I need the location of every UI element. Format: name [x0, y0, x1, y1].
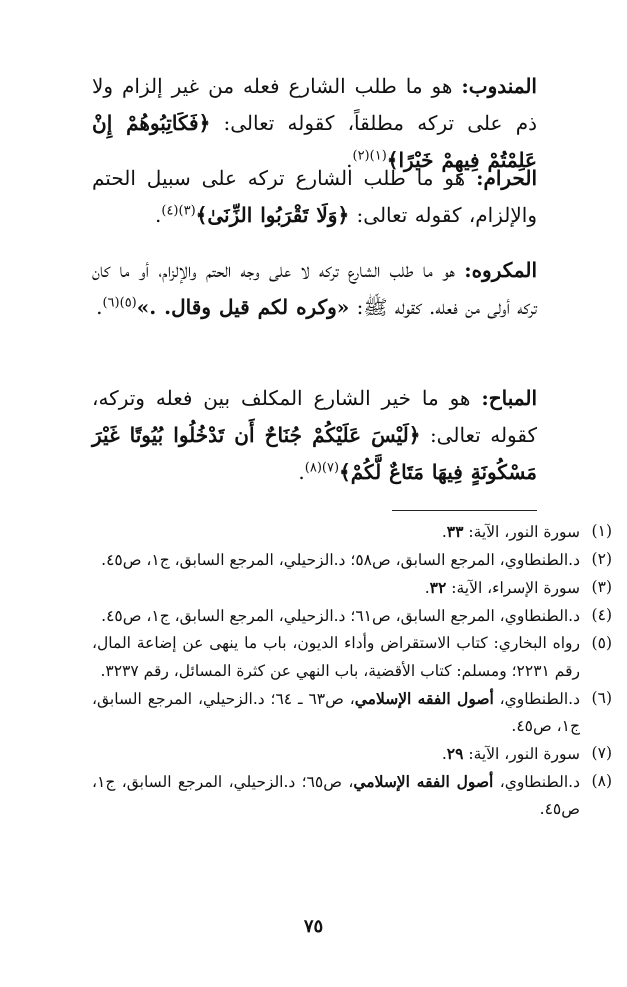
footnote-text-end: ، ص٦٥؛ د.الزحيلي، المرجع السابق، ج١، ص٤٥.: [92, 773, 580, 818]
footnote-number: (٥): [591, 634, 612, 652]
footnote-text: [92, 602, 584, 630]
footnote: [92, 740, 612, 768]
footnote-bold: ٢٩: [446, 744, 464, 763]
footnote-bold: أصول الفقه الإسلامي: [353, 772, 494, 791]
page-number: ٧٥: [303, 916, 324, 937]
footnote-number: (٧): [591, 744, 612, 762]
footnote-number: (١): [591, 522, 612, 540]
footnote: [92, 602, 612, 630]
footnote-text: [92, 574, 584, 602]
footnote: [92, 685, 612, 740]
footnote-text-part: د.الطنطاوي،: [493, 773, 580, 791]
paragraph-makruh: [92, 252, 537, 326]
footnote: [92, 574, 612, 602]
footnote-number: (٦): [591, 689, 612, 707]
footnote-markers: (٣)(٤): [161, 203, 196, 219]
footnote: [92, 768, 612, 823]
footnote-text: [92, 685, 584, 740]
paragraph-tail: .: [155, 203, 162, 227]
quran-quote: ﴿لَيْسَ عَلَيْكُمْ جُنَاحٌ أَن تَدْخُلُوا بُيُوتًا غَيْرَ مَسْكُونَةٍ فِيهَا مَتَاعٌ لَّكُمْ﴾: [92, 423, 537, 484]
footnote-text-part: سورة النور، الآية:: [463, 745, 580, 763]
hadith-quote: «وكره لكم قيل وقال. .»: [136, 295, 350, 319]
paragraph-text: هو ما طلب الشارع فعله من غير إلزام ولا ذم على تركه مطلقاً، كقوله تعالى:: [92, 74, 538, 135]
footnote-text-end: .: [424, 579, 430, 597]
footnote-number: (٤): [591, 606, 612, 624]
footnote-text-end: .: [441, 745, 447, 763]
footnote-text: [92, 768, 584, 823]
footnote-markers: (٧)(٨): [304, 460, 340, 476]
footnote-text-part: د.الطنطاوي، المرجع السابق، ص٥٨؛ د.الزحيلي، المرجع السابق، ج١، ص٤٥.: [101, 551, 580, 569]
footnote: [92, 546, 612, 574]
quran-quote: ﴿وَلَا تَقْرَبُوا الزِّنَىٰ﴾: [195, 203, 350, 227]
term-label: المندوب:: [461, 74, 537, 98]
footnote-text-end: ، ص٦٣ ـ ٦٤؛ د.الزحيلي، المرجع السابق، ج١، ص٤٥.: [92, 690, 580, 735]
footnote-number: (٣): [591, 578, 612, 596]
footnote-text-part: سورة الإسراء، الآية:: [446, 579, 580, 597]
footnote-text-part: سورة النور، الآية:: [463, 523, 580, 541]
footnote: [92, 518, 612, 546]
footnote-bold: ٣٣: [446, 522, 464, 541]
footnote-text-part: رواه البخاري: كتاب الاستقراض وأداء الديون، باب ما ينهى عن إضاعة المال، رقم ٢٢٣١؛ ومسلم: كتاب الأقضية، باب النهي عن كثرة المسائل، رقم ٣٢٣٧.: [92, 634, 580, 680]
paragraph-tail: .: [298, 460, 305, 484]
footnote-bold: ٣٢: [429, 578, 447, 597]
footnote-text-end: .: [441, 523, 447, 541]
footnote-markers: (١)(٢): [352, 148, 387, 164]
footnote: [92, 630, 612, 685]
paragraph-tail: .: [346, 148, 353, 172]
footnote-number: (٢): [591, 550, 612, 568]
footnote-text: [92, 546, 584, 574]
term-label: المباح:: [481, 386, 537, 410]
quran-quote: ﴿فَكَاتِبُوهُمْ إِنْ عَلِمْتُمْ فِيهِمْ خَيْرًا﴾: [92, 111, 537, 172]
paragraph-mubah: [92, 380, 537, 491]
footnote-bold: أصول الفقه الإسلامي: [354, 689, 494, 708]
paragraph-tail: .: [96, 295, 103, 319]
footnote-text-part: د.الطنطاوي، المرجع السابق، ص٦١؛ د.الزحيلي، المرجع السابق، ج١، ص٤٥.: [101, 607, 580, 625]
footnote-separator: [392, 510, 537, 511]
footnote-number: (٨): [591, 772, 612, 790]
footnote-text: [92, 740, 584, 768]
footnote-text: [92, 630, 584, 685]
term-label: الحرام:: [476, 166, 537, 190]
paragraph-text: هو ما خير الشارع المكلف بين فعله وتركه، كقوله تعالى:: [92, 386, 538, 447]
footnote-text: [92, 518, 584, 546]
footnote-markers: (٥)(٦): [102, 295, 137, 311]
paragraph-text: هو ما طلب الشارع تركه على سبيل الحتم والإلزام، كقوله تعالى:: [92, 166, 537, 227]
term-label: المكروه:: [464, 258, 537, 282]
paragraph-haram: [92, 160, 537, 234]
footnotes: [92, 518, 612, 823]
paragraph-text: هو ما طلب الشارع تركه لا على وجه الحتم والإلزام، أو ما كان تركه أولى من فعله. كقوله ﷺ:: [92, 258, 537, 319]
footnote-text-part: د.الطنطاوي،: [493, 690, 580, 708]
